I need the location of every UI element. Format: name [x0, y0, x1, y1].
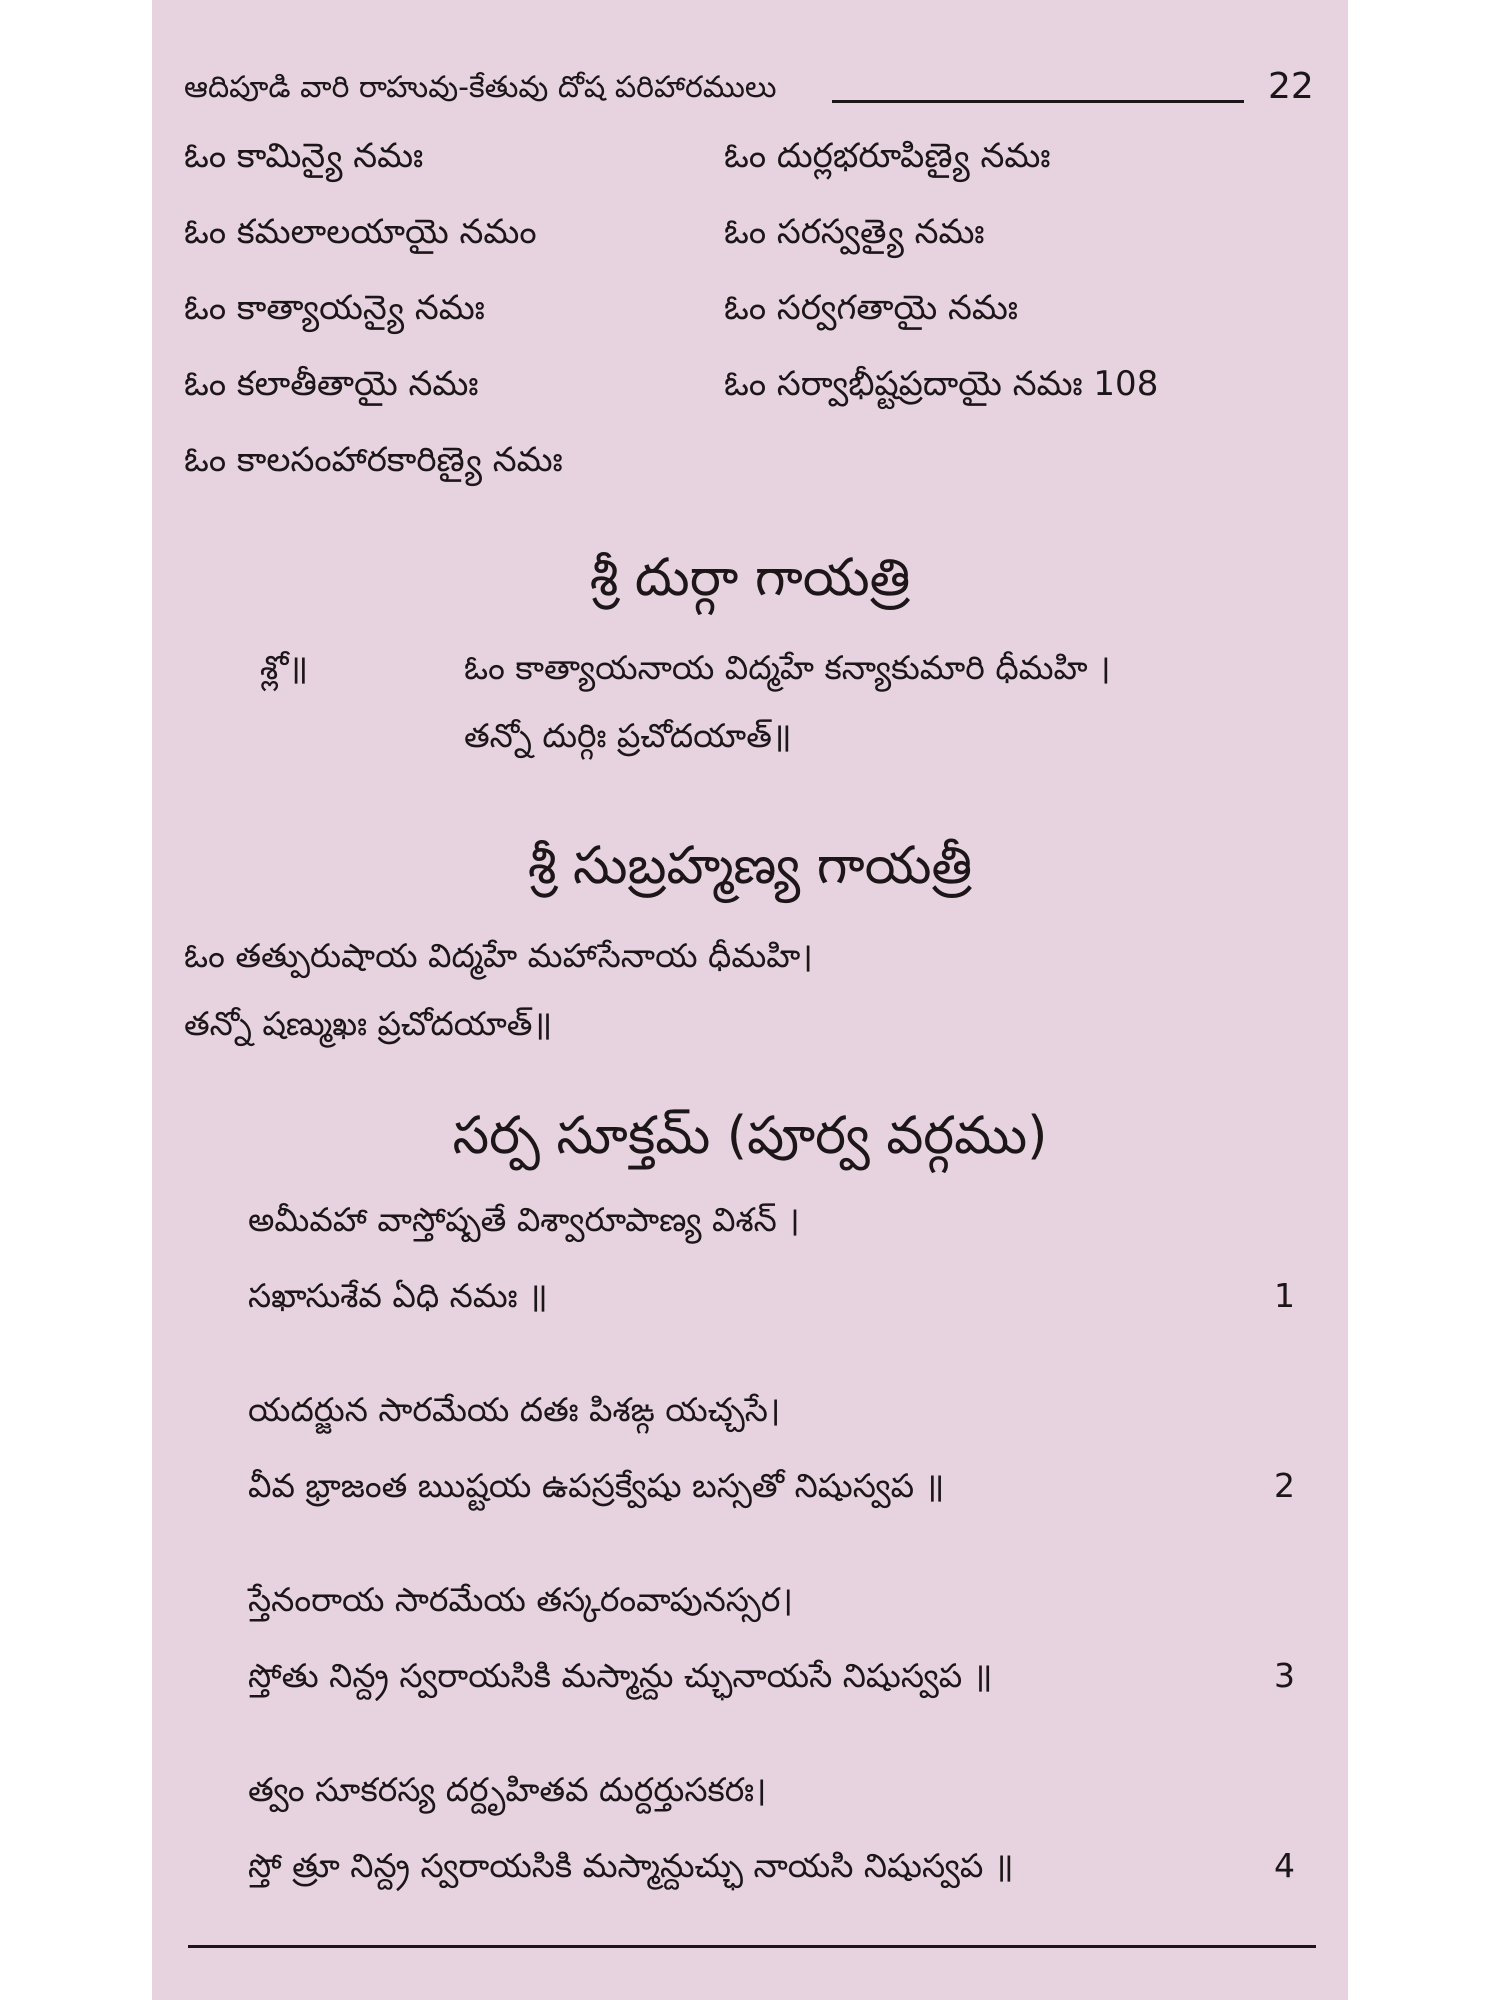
verse-3-line-1: స్తేనంరాయ సారమేయ తస్కరంవాపునస్సర।	[248, 1580, 793, 1619]
verse-1-line-1: అమీవహా వాస్తోష్పతే విశ్వారూపాణ్య విశన్ ।	[248, 1200, 800, 1239]
verse-2-line-2: వీవ భ్రాజంత ఋష్టయ ఉపస్రక్వేషు బస్సతో నిషుస్వప ॥	[248, 1466, 945, 1505]
sarpa-suktam-heading: సర్ప సూక్తమ్ (పూర్వ వర్గము)	[452, 1106, 1048, 1166]
verse-4-line-2: స్తో త్రూ నిన్ద్ర స్వరాయసికి మస్మాన్దుచ్ఛు నాయసి నిషుస్వప ॥	[248, 1846, 1014, 1885]
namavali-left-1: ఓం కామిన్యై నమః	[184, 136, 424, 176]
verse-1-number: 1	[1274, 1276, 1295, 1315]
footer-rule	[188, 1945, 1316, 1948]
verse-3-line-2: స్తోతు నిన్ద్ర స్వరాయసికి మస్మాన్దు చ్ఛునాయసే నిషుస్వప ॥	[248, 1656, 993, 1695]
sloka-marker: శ్లో॥	[260, 648, 309, 687]
verse-4-line-1: త్వం సూకరస్య దర్దృహితవ దుర్దర్తుసకరః।	[248, 1770, 767, 1809]
namavali-right-2: ఓం సరస్వత్యై నమః	[724, 212, 985, 252]
namavali-left-4: ఓం కలాతీతాయై నమః	[184, 364, 479, 404]
verse-4-number: 4	[1274, 1846, 1295, 1885]
subrahmanya-gayatri-line-1: ఓం తత్పురుషాయ విద్మహే మహాసేనాయ ధీమహి।	[184, 936, 813, 975]
subrahmanya-gayatri-heading: శ్రీ సుబ్రహ్మణ్య గాయత్రీ	[527, 836, 973, 896]
namavali-left-3: ఓం కాత్యాయన్యై నమః	[184, 288, 485, 328]
durga-gayatri-heading: శ్రీ దుర్గా గాయత్రి	[589, 548, 911, 608]
namavali-left-5: ఓం కాలసంహారకారిణ్యై నమః	[184, 440, 563, 480]
namavali-right-3: ఓం సర్వగతాయై నమః	[724, 288, 1018, 328]
durga-gayatri-line-1: ఓం కాత్యాయనాయ విద్మహే కన్యాకుమారి ధీమహి ।	[464, 648, 1111, 687]
book-page	[152, 0, 1348, 2000]
verse-3-number: 3	[1274, 1656, 1295, 1695]
verse-2-line-1: యదర్జున సారమేయ దతః పిశఙ్గ యచ్చసే।	[248, 1390, 781, 1429]
namavali-left-2: ఓం కమలాలయాయై నమం	[184, 212, 537, 252]
durga-gayatri-line-2: తన్నో దుర్గిః ప్రచోదయాత్॥	[464, 716, 792, 755]
page-number: 22	[1268, 66, 1314, 107]
running-header-title: ఆదిపూడి వారి రాహువు-కేతువు దోష పరిహారములు	[184, 70, 777, 105]
header-rule	[832, 100, 1244, 103]
subrahmanya-gayatri-line-2: తన్నో షణ్ముఖః ప్రచోదయాత్॥	[184, 1004, 553, 1043]
verse-2-number: 2	[1274, 1466, 1295, 1505]
namavali-right-4: ఓం సర్వాభీష్టప్రదాయై నమః 108	[724, 364, 1159, 404]
namavali-right-1: ఓం దుర్లభరూపిణ్యై నమః	[724, 136, 1051, 176]
verse-1-line-2: సఖాసుశేవ ఏధి నమః ॥	[248, 1276, 548, 1315]
